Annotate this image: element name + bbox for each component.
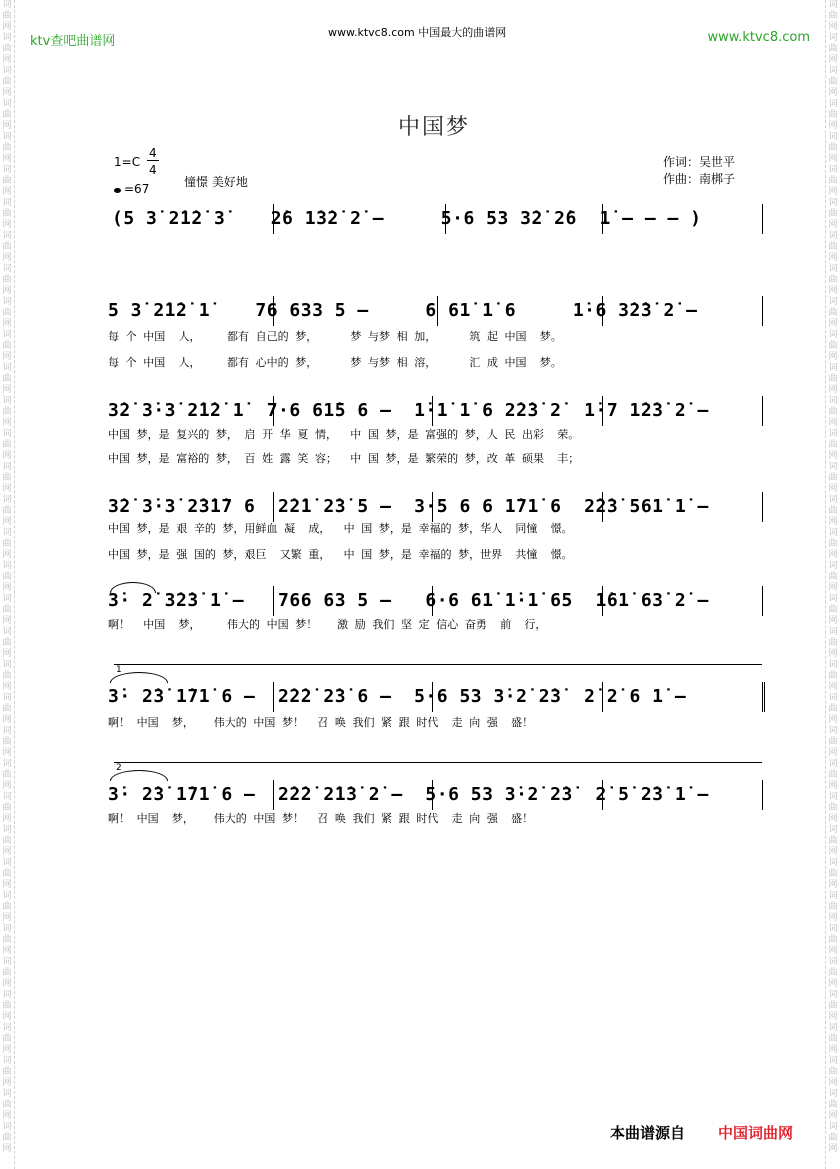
repeat-end-barline bbox=[762, 682, 765, 712]
lyrics-verse-1: 啊！ 中国 梦， 伟大的 中国 梦！ 召 唤 我们 紧 跟 时代 走 向 强 盛！ bbox=[108, 716, 534, 729]
barline bbox=[762, 586, 763, 616]
notation-line: 3̇· 2̇ 3̇2̇3̇ 1̇ – 766 63 5 – 6·6 61̇ 1̇·1̇ 65 1̇61̇ 63̇ 2̇ – bbox=[108, 590, 709, 611]
barline bbox=[762, 492, 763, 522]
notation-line: (5 3̇ 2̇1̇2̇ 3̇ 2̇6 1̇3̇2̇ 2̇ – 5·6 53 3̇2̇ 2̇6 1̇ – – – ) bbox=[112, 208, 702, 229]
lyrics-verse-2: 每 个 中国 人， 都有 心中的 梦， 梦 与梦 相 溶， 汇 成 中国 梦。 bbox=[108, 356, 562, 369]
header-center-site: www.ktvc8.com 中国最大的曲谱网 bbox=[328, 26, 507, 39]
right-watermark-strip: 词曲网词曲网词曲网词曲网词曲网词曲网词曲网词曲网词曲网词曲网词曲网词曲网词曲网词曲网词曲网词曲网词曲网词曲网词曲网词曲网词曲网词曲网词曲网词曲网词曲网词曲网词曲网词曲网词曲网词曲网词曲网词曲网词曲网词曲网词曲网 bbox=[825, 0, 840, 1169]
notation-line: 3̇2̇ 3̇·3̇ 2̇3̇1̇7 6 2̇2̇1̇ 2̇3̇ 5 – 3·5 6 6 1̇71̇ 6 2̇2̇3̇ 561̇ 1̇ – bbox=[108, 496, 709, 517]
tempo-marking bbox=[114, 182, 149, 196]
left-watermark-strip: 词曲网词曲网词曲网词曲网词曲网词曲网词曲网词曲网词曲网词曲网词曲网词曲网词曲网词曲网词曲网词曲网词曲网词曲网词曲网词曲网词曲网词曲网词曲网词曲网词曲网词曲网词曲网词曲网词曲网词曲网词曲网词曲网词曲网词曲网词曲网 bbox=[0, 0, 15, 1169]
header-right-site[interactable]: www.ktvc8.com bbox=[707, 30, 810, 45]
song-title: 中国梦 bbox=[398, 115, 471, 140]
barline bbox=[762, 204, 763, 234]
barline bbox=[762, 396, 763, 426]
barline bbox=[762, 296, 763, 326]
time-signature-numerator: 4 bbox=[149, 146, 157, 160]
lyrics-verse-2: 中国 梦，是 富裕的 梦， 百 姓 露 笑 容； 中 国 梦，是 繁荣的 梦，改 革 硕果 丰； bbox=[108, 452, 580, 465]
quarter-note-icon bbox=[114, 188, 121, 193]
lyricist-credit: 作词：吴世平 bbox=[663, 155, 736, 169]
lyrics-verse-1: 啊！ 中国 梦， 伟大的 中国 梦！ 激 励 我们 坚 定 信心 奋勇 前 行， bbox=[108, 618, 547, 631]
volta-bracket bbox=[114, 762, 762, 763]
composer-credit: 作曲：南梆子 bbox=[663, 172, 736, 186]
time-signature-denominator: 4 bbox=[149, 163, 157, 177]
lyrics-verse-1: 每 个 中国 人， 都有 自己的 梦， 梦 与梦 相 加， 筑 起 中国 梦。 bbox=[108, 330, 562, 343]
volta-number: 2 bbox=[116, 763, 122, 773]
footer-site-link[interactable]: 中国词曲网 bbox=[718, 1124, 794, 1142]
footer-source-label: 本曲谱源自 bbox=[610, 1124, 686, 1142]
notation-line: 3̇· 2̇3̇ 1̇71̇ 6 – 2̇2̇2̇ 2̇3̇ 6 – 5·6 53 3̇·2̇ 2̇3̇ 2̇ 2̇ 6 1̇ – bbox=[108, 686, 687, 707]
expression-marking: 憧憬 美好地 bbox=[184, 175, 248, 189]
notation-line: 3̇· 2̇3̇ 1̇71̇ 6 – 2̇2̇2̇ 2̇1̇3̇ 2̇ – 5·6 53 3̇·2̇ 2̇3̇ 2̇ 5̇ 2̇3̇ 1̇ – bbox=[108, 784, 709, 805]
header-left-site[interactable]: ktv查吧曲谱网 bbox=[30, 34, 116, 49]
notation-line: 3̇2̇ 3̇·3̇ 2̇1̇2̇ 1̇ 7·6 61̇5 6 – 1̇·1̇ 1̇ 6 2̇2̇3̇ 2̇ 1̇·7 1̇2̇3̇ 2̇ – bbox=[108, 400, 709, 421]
barline bbox=[762, 780, 763, 810]
time-signature-line bbox=[147, 160, 159, 161]
lyrics-verse-2: 中国 梦，是 强 国的 梦，艰巨 又繁 重， 中 国 梦，是 幸福的 梦，世界 共憧 憬。 bbox=[108, 548, 573, 561]
volta-bracket bbox=[114, 664, 762, 665]
lyrics-verse-1: 中国 梦，是 复兴的 梦， 启 开 华 夏 情， 中 国 梦，是 富强的 梦，人 民 出彩 荣。 bbox=[108, 428, 580, 441]
tempo-value: =67 bbox=[124, 182, 150, 196]
volta-number: 1 bbox=[116, 665, 122, 675]
notation-line: 5 3̇ 2̇1̇2̇ 1̇ 76 633 5 – 6 61̇ 1̇ 6 1̇·6 3̇2̇3̇ 2̇ – bbox=[108, 300, 698, 321]
key-signature: 1=C bbox=[114, 155, 141, 169]
lyrics-verse-1: 啊！ 中国 梦， 伟大的 中国 梦！ 召 唤 我们 紧 跟 时代 走 向 强 盛！ bbox=[108, 812, 534, 825]
lyrics-verse-1: 中国 梦，是 艰 辛的 梦，用鲜血 凝 成， 中 国 梦，是 幸福的 梦，华人 同憧 憬。 bbox=[108, 522, 573, 535]
